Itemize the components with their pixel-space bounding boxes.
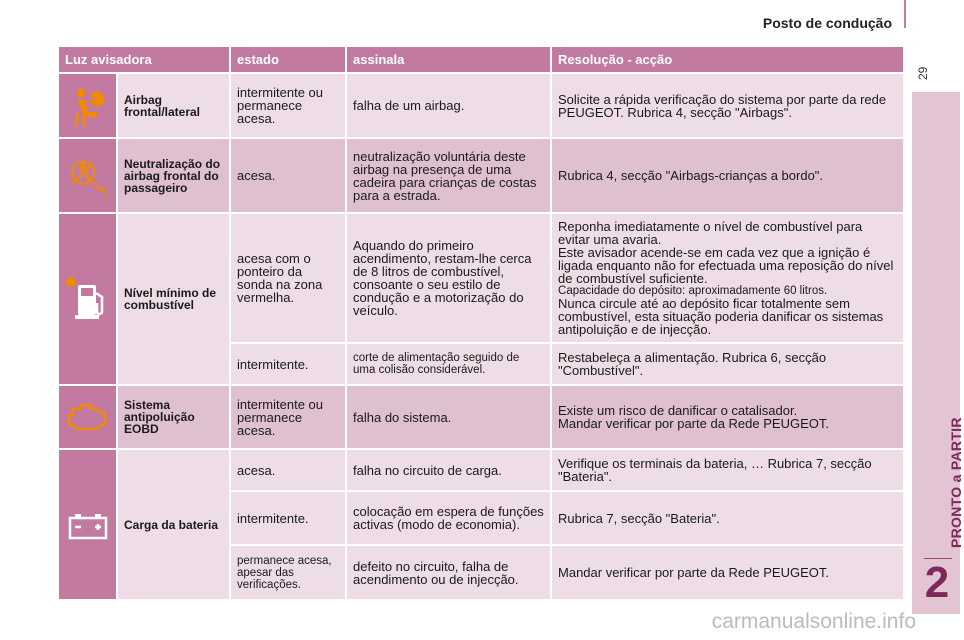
warning-name: Nível mínimo de combustível	[117, 213, 230, 385]
action-cell: Solicite a rápida verificação do sistema por parte da rede PEUGEOT. Rubrica 4, secção "Airbags".	[551, 73, 904, 138]
meaning-cell: neutralização voluntária deste airbag na presença de uma cadeira para crianças de costas para a estrada.	[346, 138, 551, 213]
meaning-cell: corte de alimentação seguido de uma colisão considerável.	[346, 343, 551, 385]
action-cell	[551, 213, 904, 343]
column-header: estado	[230, 46, 346, 73]
passenger-airbag-off-icon	[58, 138, 117, 213]
meaning-cell: Aquando do primeiro acendimento, restam-lhe cerca de 8 litros de combustível, consoante o seu estilo de condução e a motorização do veículo.	[346, 213, 551, 343]
table-row	[58, 213, 904, 343]
meaning-cell: falha no circuito de carga.	[346, 449, 551, 491]
warning-name: Neutralização do airbag frontal do passageiro	[117, 138, 230, 213]
warning-name: Sistema antipoluição EOBD	[117, 385, 230, 449]
state-cell: intermitente.	[230, 491, 346, 545]
state-cell: acesa.	[230, 449, 346, 491]
meaning-cell: falha do sistema.	[346, 385, 551, 449]
table-row	[58, 385, 904, 449]
state-cell: intermitente ou permanece acesa.	[230, 385, 346, 449]
watermark: carmanualsonline.info	[711, 610, 916, 633]
action-line: Capacidade do depósito: aproximadamente 60 litros.	[558, 285, 828, 297]
chapter-label: PRONTO a PARTIR	[948, 417, 964, 548]
action-line: Este avisador acende-se em cada vez que a ignição é ligada enquanto não for efectuada uma reposição do nível de combustível suficiente.	[558, 245, 894, 286]
table-row	[58, 73, 904, 138]
action-cell: Mandar verificar por parte da Rede PEUGEOT.	[551, 545, 904, 600]
engine-icon	[58, 385, 117, 449]
action-cell: Restabeleça a alimentação. Rubrica 6, secção "Combustível".	[551, 343, 904, 385]
action-line: Reponha imediatamente o nível de combustível para evitar uma avaria.	[558, 219, 863, 247]
table-row	[58, 449, 904, 491]
meaning-cell: defeito no circuito, falha de acendimento ou de injecção.	[346, 545, 551, 600]
state-cell: permanece acesa, apesar das verificações.	[230, 545, 346, 600]
meaning-cell: falha de um airbag.	[346, 73, 551, 138]
action-line: Nunca circule até ao depósito ficar totalmente sem combustível, esta situação poderia danificar os sistemas antipoluição e de injecção.	[558, 296, 884, 337]
state-cell: acesa com o ponteiro da sonda na zona vermelha.	[230, 213, 346, 343]
battery-icon	[58, 449, 117, 600]
state-cell: intermitente ou permanece acesa.	[230, 73, 346, 138]
action-cell: Verifique os terminais da bateria, … Rubrica 7, secção "Bateria".	[551, 449, 904, 491]
airbag-icon	[58, 73, 117, 138]
action-line: Existe um risco de danificar o catalisador.	[558, 403, 798, 418]
warning-name: Carga da bateria	[117, 449, 230, 600]
action-cell: Rubrica 4, secção "Airbags-crianças a bordo".	[551, 138, 904, 213]
fuel-pump-icon	[58, 213, 117, 385]
header-divider	[904, 0, 906, 28]
meaning-cell: colocação em espera de funções activas (modo de economia).	[346, 491, 551, 545]
column-header: assinala	[346, 46, 551, 73]
page-header-title: Posto de condução	[762, 15, 892, 31]
state-cell: acesa.	[230, 138, 346, 213]
table-header-row	[58, 46, 904, 73]
warning-lights-table	[57, 45, 905, 601]
state-cell: intermitente.	[230, 343, 346, 385]
table-row	[58, 138, 904, 213]
action-line: Mandar verificar por parte da Rede PEUGEOT.	[558, 416, 829, 431]
action-cell	[551, 385, 904, 449]
svg-text:2: 2	[102, 188, 108, 199]
warning-name: Airbag frontal/lateral	[117, 73, 230, 138]
chapter-number: 2	[924, 558, 950, 607]
action-cell: Rubrica 7, secção "Bateria".	[551, 491, 904, 545]
column-header: Luz avisadora	[58, 46, 230, 73]
page-number: 29	[916, 66, 930, 80]
column-header: Resolução - acção	[551, 46, 904, 73]
